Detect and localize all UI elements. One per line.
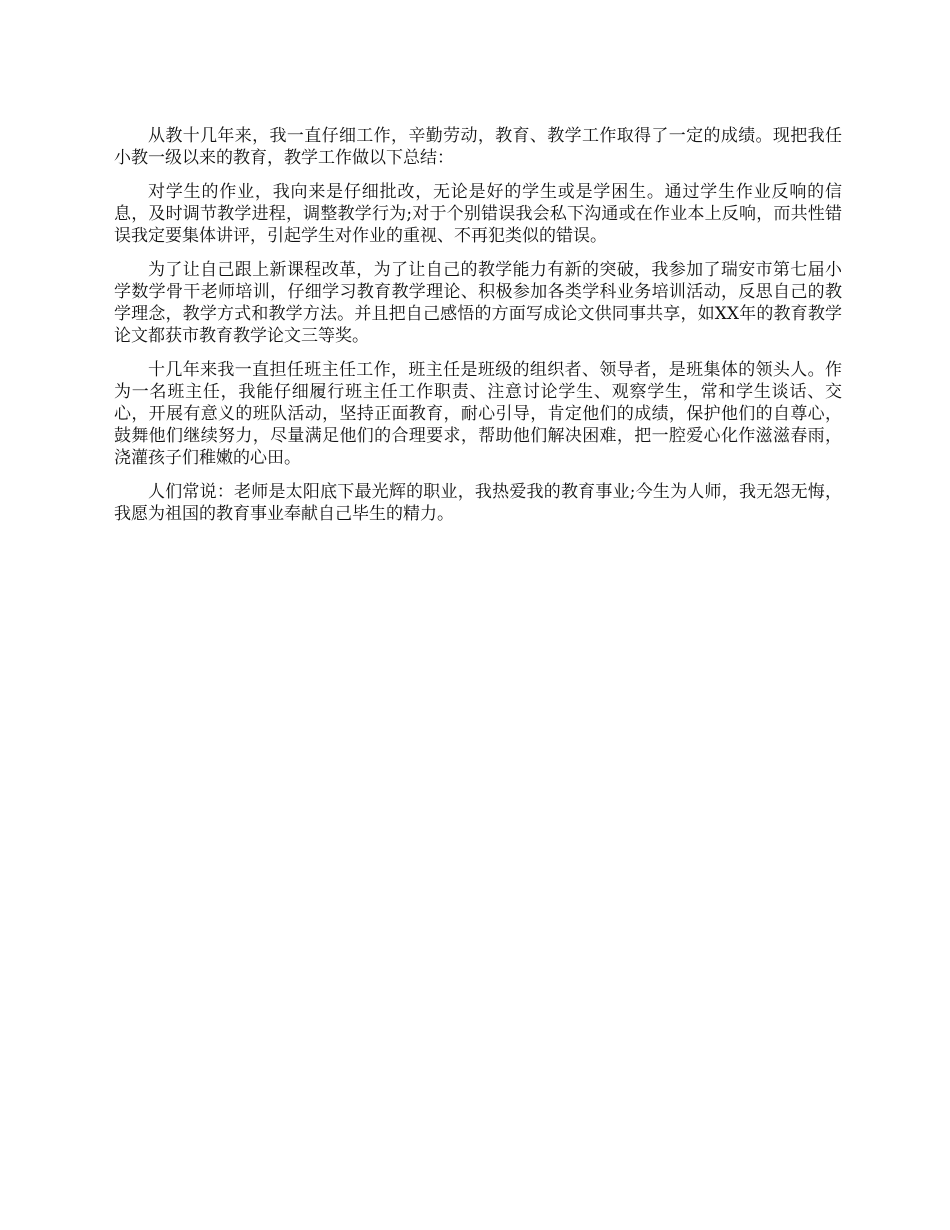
document-body [114,125,842,537]
paragraph-intro: 从教十几年来，我一直仔细工作，辛勤劳动，教育、教学工作取得了一定的成绩。现把我任小教一级以来的教育，教学工作做以下总结： [114,126,842,168]
paragraph-homework: 对学生的作业，我向来是仔细批改，无论是好的学生或是学困生。通过学生作业反响的信息，及时调节教学进程，调整教学行为;对于个别错误我会私下沟通或在作业本上反响，而共性错误我定要集体讲评，引起学生对作业的重视、不再犯类似的错误。 [114,182,842,246]
paragraph-closing: 人们常说：老师是太阳底下最光辉的职业，我热爱我的教育事业;今生为人师，我无怨无悔，我愿为祖国的教育事业奉献自己毕生的精力。 [114,482,842,524]
paragraph-training: 为了让自己跟上新课程改革，为了让自己的教学能力有新的突破，我参加了瑞安市第七届小学数学骨干老师培训，仔细学习教育教学理论、积极参加各类学科业务培训活动，反思自己的教学理念，教学方式和教学方法。并且把自己感悟的方面写成论文供同事共享，如XX年的教育教学论文都获市教育教学论文三等奖。 [114,260,842,346]
paragraph-class-teacher: 十几年来我一直担任班主任工作，班主任是班级的组织者、领导者，是班集体的领头人。作为一名班主任，我能仔细履行班主任工作职责、注意讨论学生、观察学生，常和学生谈话、交心，开展有意义的班队活动，坚持正面教育，耐心引导，肯定他们的成绩，保护他们的自尊心，鼓舞他们继续努力，尽量满足他们的合理要求，帮助他们解决困难，把一腔爱心化作滋滋春雨，浇灌孩子们稚嫩的心田。 [114,360,842,468]
